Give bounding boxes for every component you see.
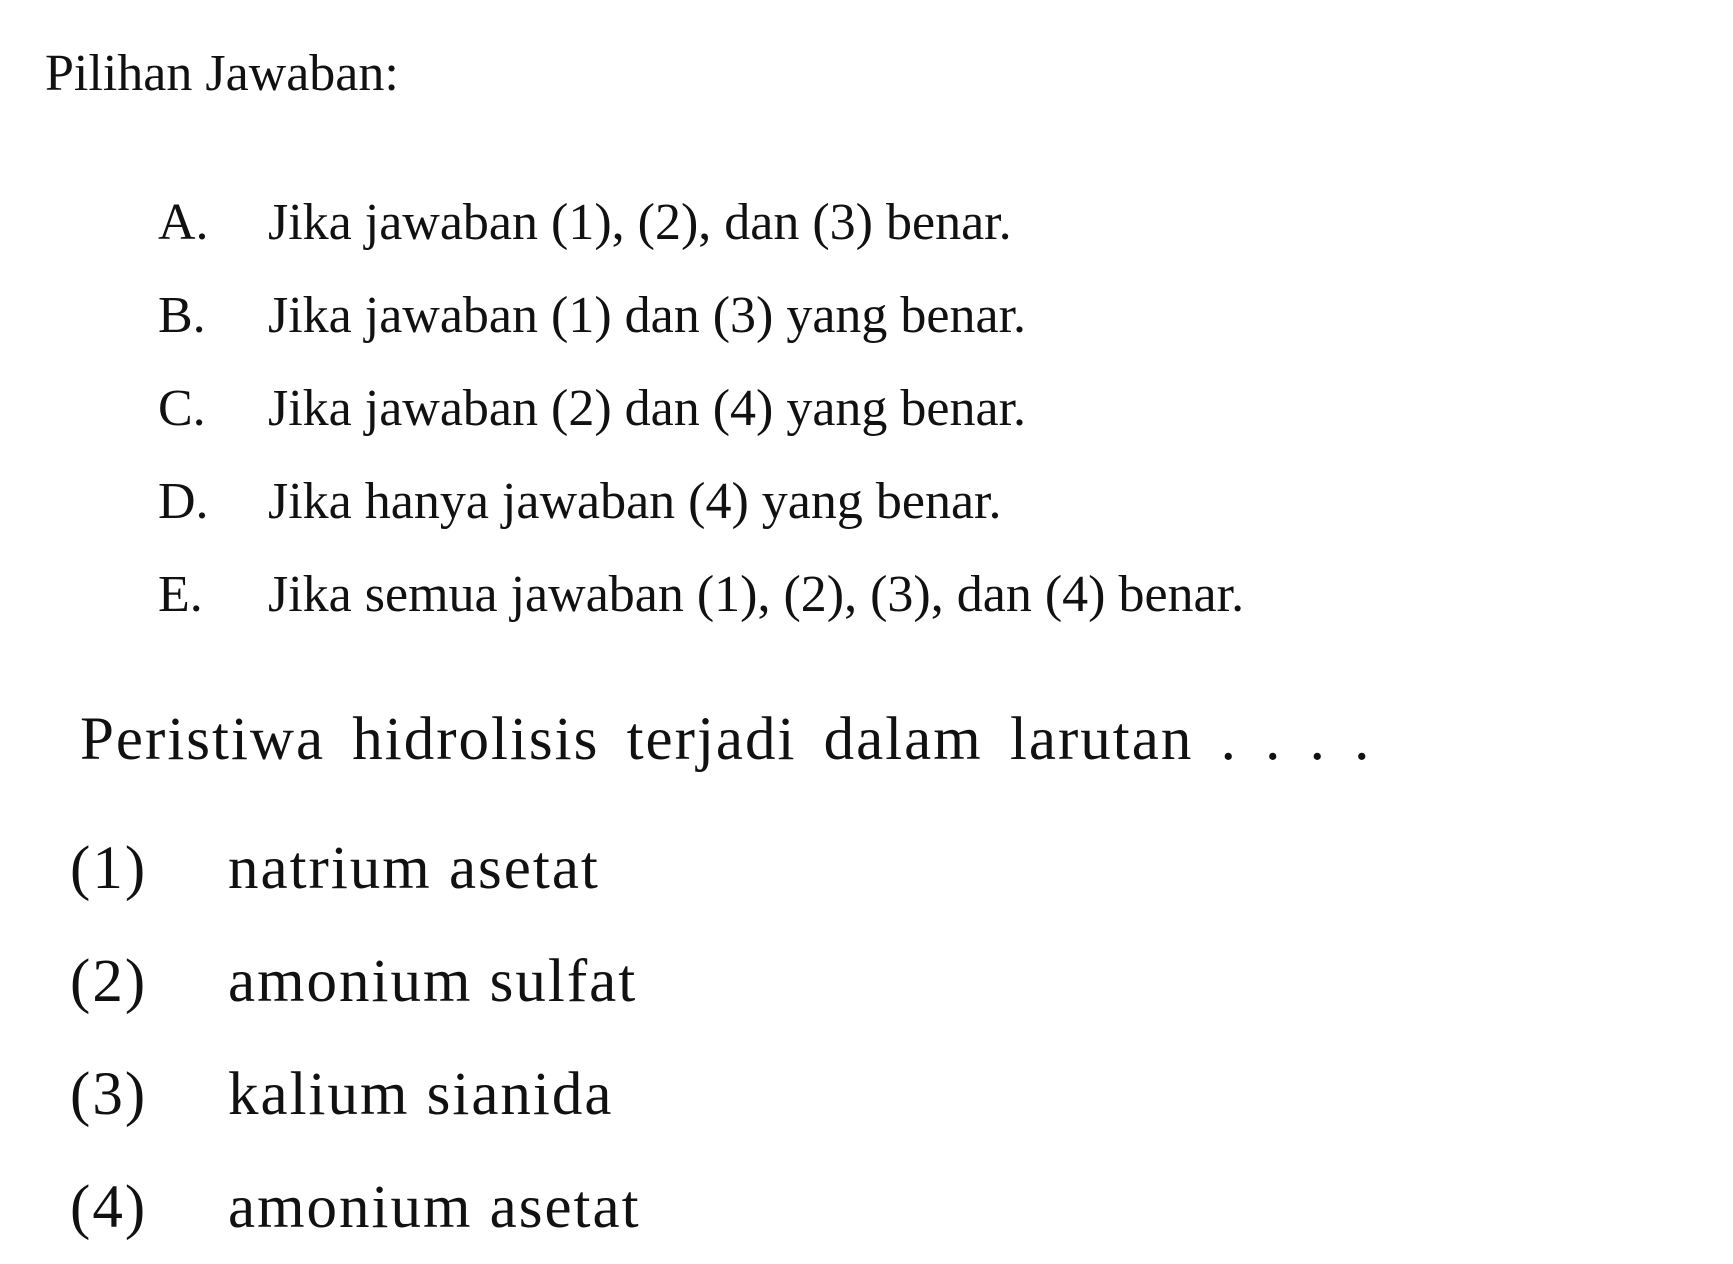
statement-number: (1) bbox=[70, 834, 148, 902]
answer-choices-heading: Pilihan Jawaban: bbox=[45, 45, 399, 102]
option-text: Jika jawaban (1), (2), dan (3) benar. bbox=[268, 194, 1012, 251]
option-letter: C. bbox=[158, 380, 206, 437]
statement-item-1 bbox=[70, 812, 641, 925]
answer-option-a bbox=[158, 176, 1244, 269]
statement-text: natrium asetat bbox=[228, 834, 600, 902]
option-text: Jika hanya jawaban (4) yang benar. bbox=[268, 473, 1002, 530]
option-text: Jika jawaban (2) dan (4) yang benar. bbox=[268, 380, 1027, 437]
statement-item-2 bbox=[70, 925, 641, 1038]
option-text: Jika jawaban (1) dan (3) yang benar. bbox=[268, 287, 1027, 344]
option-text: Jika semua jawaban (1), (2), (3), dan (4) benar. bbox=[268, 566, 1245, 623]
statement-text: amonium sulfat bbox=[228, 947, 638, 1015]
statement-text: amonium asetat bbox=[228, 1173, 641, 1241]
answer-option-d bbox=[158, 455, 1244, 548]
statement-text: kalium sianida bbox=[228, 1060, 614, 1128]
statement-list bbox=[70, 812, 641, 1264]
statement-number: (3) bbox=[70, 1060, 148, 1128]
option-letter: D. bbox=[158, 473, 209, 530]
statement-item-4 bbox=[70, 1151, 641, 1264]
option-letter: E. bbox=[158, 566, 203, 623]
option-letter: A. bbox=[158, 194, 209, 251]
statement-item-3 bbox=[70, 1038, 641, 1151]
statement-number: (2) bbox=[70, 947, 148, 1015]
statement-number: (4) bbox=[70, 1173, 148, 1241]
option-letter: B. bbox=[158, 287, 206, 344]
answer-option-e bbox=[158, 548, 1244, 641]
answer-option-c bbox=[158, 362, 1244, 455]
answer-options-list bbox=[158, 176, 1244, 641]
question-text: Peristiwa hidrolisis terjadi dalam larutan . . . . bbox=[80, 706, 1372, 773]
answer-option-b bbox=[158, 269, 1244, 362]
